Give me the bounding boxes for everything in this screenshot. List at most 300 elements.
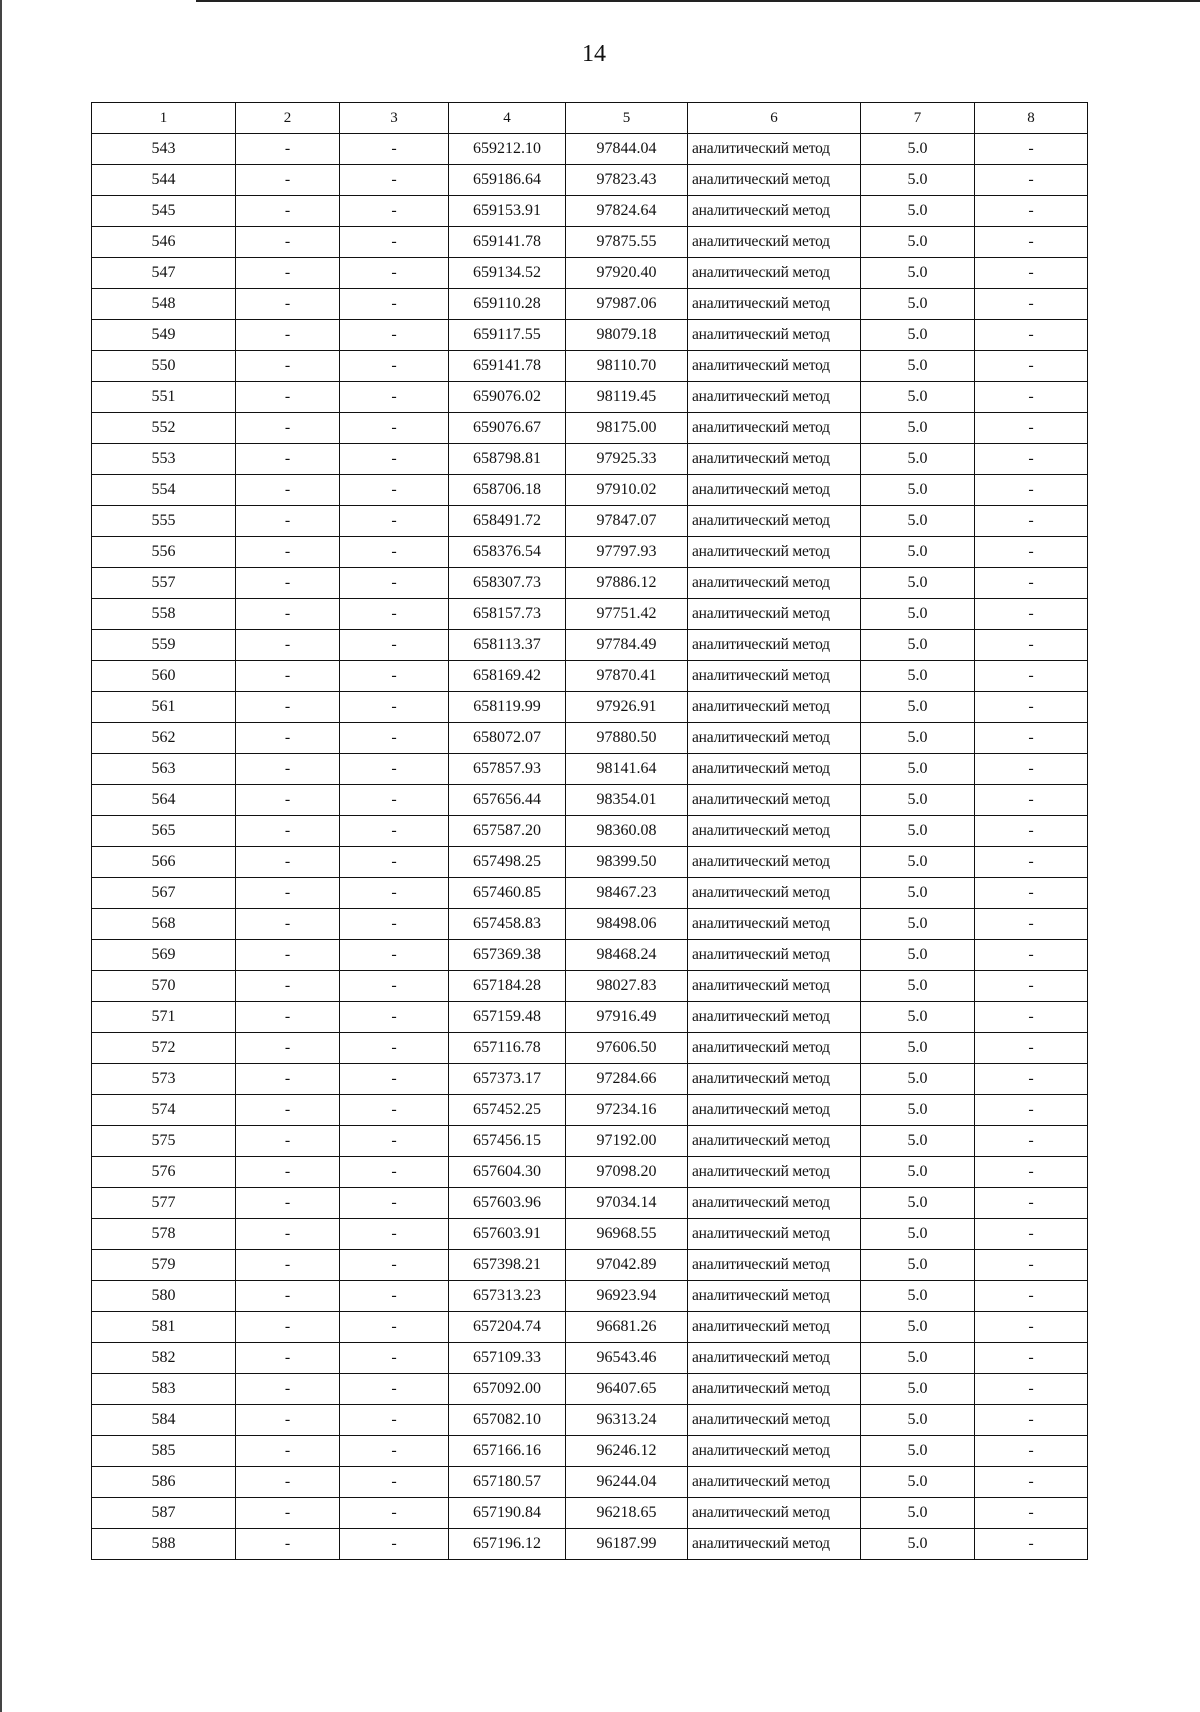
accuracy-cell: 5.0 — [861, 413, 975, 444]
col3-cell: - — [340, 1467, 449, 1498]
x-coordinate-cell: 657180.57 — [449, 1467, 566, 1498]
col2-cell: - — [236, 1405, 340, 1436]
point-number-cell: 578 — [92, 1219, 236, 1250]
col2-cell: - — [236, 1250, 340, 1281]
method-cell: аналитический метод — [688, 1126, 861, 1157]
col8-cell: - — [975, 1436, 1088, 1467]
col2-cell: - — [236, 1188, 340, 1219]
y-coordinate-cell: 97824.64 — [566, 196, 688, 227]
point-number-cell: 582 — [92, 1343, 236, 1374]
col2-cell: - — [236, 599, 340, 630]
point-number-cell: 584 — [92, 1405, 236, 1436]
x-coordinate-cell: 657184.28 — [449, 971, 566, 1002]
col3-cell: - — [340, 1529, 449, 1560]
x-coordinate-cell: 659110.28 — [449, 289, 566, 320]
table-row — [92, 1033, 1088, 1064]
accuracy-cell: 5.0 — [861, 537, 975, 568]
col8-cell: - — [975, 289, 1088, 320]
method-cell: аналитический метод — [688, 1219, 861, 1250]
x-coordinate-cell: 657196.12 — [449, 1529, 566, 1560]
accuracy-cell: 5.0 — [861, 692, 975, 723]
col8-cell: - — [975, 1064, 1088, 1095]
y-coordinate-cell: 97606.50 — [566, 1033, 688, 1064]
table-row — [92, 816, 1088, 847]
col8-cell: - — [975, 816, 1088, 847]
table-row — [92, 227, 1088, 258]
accuracy-cell: 5.0 — [861, 568, 975, 599]
method-cell: аналитический метод — [688, 785, 861, 816]
x-coordinate-cell: 657082.10 — [449, 1405, 566, 1436]
x-coordinate-cell: 657458.83 — [449, 909, 566, 940]
col2-cell: - — [236, 1219, 340, 1250]
col2-cell: - — [236, 1467, 340, 1498]
method-cell: аналитический метод — [688, 537, 861, 568]
col8-cell: - — [975, 475, 1088, 506]
x-coordinate-cell: 657603.96 — [449, 1188, 566, 1219]
method-cell: аналитический метод — [688, 1002, 861, 1033]
accuracy-cell: 5.0 — [861, 1126, 975, 1157]
x-coordinate-cell: 658113.37 — [449, 630, 566, 661]
table-row — [92, 382, 1088, 413]
method-cell: аналитический метод — [688, 1467, 861, 1498]
col3-cell: - — [340, 785, 449, 816]
y-coordinate-cell: 97875.55 — [566, 227, 688, 258]
col2-cell: - — [236, 1095, 340, 1126]
y-coordinate-cell: 98119.45 — [566, 382, 688, 413]
col3-cell: - — [340, 971, 449, 1002]
col2-cell: - — [236, 134, 340, 165]
col3-cell: - — [340, 227, 449, 258]
col2-cell: - — [236, 320, 340, 351]
accuracy-cell: 5.0 — [861, 382, 975, 413]
col3-cell: - — [340, 1405, 449, 1436]
col2-cell: - — [236, 909, 340, 940]
col8-cell: - — [975, 537, 1088, 568]
x-coordinate-cell: 659212.10 — [449, 134, 566, 165]
point-number-cell: 566 — [92, 847, 236, 878]
column-header: 7 — [861, 103, 975, 134]
top-border-line — [196, 0, 1200, 2]
y-coordinate-cell: 97886.12 — [566, 568, 688, 599]
col8-cell: - — [975, 382, 1088, 413]
method-cell: аналитический метод — [688, 599, 861, 630]
table-row — [92, 1157, 1088, 1188]
point-number-cell: 561 — [92, 692, 236, 723]
col8-cell: - — [975, 1529, 1088, 1560]
col3-cell: - — [340, 351, 449, 382]
point-number-cell: 551 — [92, 382, 236, 413]
point-number-cell: 581 — [92, 1312, 236, 1343]
method-cell: аналитический метод — [688, 1157, 861, 1188]
col8-cell: - — [975, 320, 1088, 351]
col2-cell: - — [236, 351, 340, 382]
x-coordinate-cell: 659186.64 — [449, 165, 566, 196]
accuracy-cell: 5.0 — [861, 289, 975, 320]
col8-cell: - — [975, 1157, 1088, 1188]
method-cell: аналитический метод — [688, 1405, 861, 1436]
col3-cell: - — [340, 1188, 449, 1219]
col2-cell: - — [236, 847, 340, 878]
col8-cell: - — [975, 258, 1088, 289]
col8-cell: - — [975, 351, 1088, 382]
y-coordinate-cell: 96407.65 — [566, 1374, 688, 1405]
y-coordinate-cell: 96681.26 — [566, 1312, 688, 1343]
accuracy-cell: 5.0 — [861, 1529, 975, 1560]
table-row — [92, 1312, 1088, 1343]
col3-cell: - — [340, 382, 449, 413]
col2-cell: - — [236, 444, 340, 475]
table-row — [92, 1467, 1088, 1498]
method-cell: аналитический метод — [688, 320, 861, 351]
col2-cell: - — [236, 196, 340, 227]
method-cell: аналитический метод — [688, 258, 861, 289]
x-coordinate-cell: 657604.30 — [449, 1157, 566, 1188]
point-number-cell: 550 — [92, 351, 236, 382]
table-row — [92, 351, 1088, 382]
x-coordinate-cell: 659134.52 — [449, 258, 566, 289]
y-coordinate-cell: 98467.23 — [566, 878, 688, 909]
y-coordinate-cell: 96923.94 — [566, 1281, 688, 1312]
col3-cell: - — [340, 1064, 449, 1095]
point-number-cell: 545 — [92, 196, 236, 227]
point-number-cell: 564 — [92, 785, 236, 816]
x-coordinate-cell: 657159.48 — [449, 1002, 566, 1033]
accuracy-cell: 5.0 — [861, 1343, 975, 1374]
col8-cell: - — [975, 568, 1088, 599]
y-coordinate-cell: 97925.33 — [566, 444, 688, 475]
col3-cell: - — [340, 475, 449, 506]
accuracy-cell: 5.0 — [861, 1281, 975, 1312]
col2-cell: - — [236, 537, 340, 568]
method-cell: аналитический метод — [688, 413, 861, 444]
x-coordinate-cell: 658169.42 — [449, 661, 566, 692]
table-row — [92, 1188, 1088, 1219]
col3-cell: - — [340, 568, 449, 599]
point-number-cell: 565 — [92, 816, 236, 847]
method-cell: аналитический метод — [688, 1095, 861, 1126]
point-number-cell: 568 — [92, 909, 236, 940]
col2-cell: - — [236, 1343, 340, 1374]
x-coordinate-cell: 658307.73 — [449, 568, 566, 599]
accuracy-cell: 5.0 — [861, 1033, 975, 1064]
col8-cell: - — [975, 754, 1088, 785]
y-coordinate-cell: 97847.07 — [566, 506, 688, 537]
left-border-line — [0, 0, 2, 1712]
table-row — [92, 1219, 1088, 1250]
col8-cell: - — [975, 1467, 1088, 1498]
method-cell: аналитический метод — [688, 1064, 861, 1095]
point-number-cell: 560 — [92, 661, 236, 692]
col3-cell: - — [340, 1033, 449, 1064]
method-cell: аналитический метод — [688, 1498, 861, 1529]
col3-cell: - — [340, 661, 449, 692]
point-number-cell: 569 — [92, 940, 236, 971]
accuracy-cell: 5.0 — [861, 661, 975, 692]
col2-cell: - — [236, 630, 340, 661]
col2-cell: - — [236, 165, 340, 196]
table-row — [92, 878, 1088, 909]
col2-cell: - — [236, 661, 340, 692]
y-coordinate-cell: 98468.24 — [566, 940, 688, 971]
x-coordinate-cell: 657190.84 — [449, 1498, 566, 1529]
col3-cell: - — [340, 444, 449, 475]
col3-cell: - — [340, 692, 449, 723]
x-coordinate-cell: 658072.07 — [449, 723, 566, 754]
y-coordinate-cell: 97034.14 — [566, 1188, 688, 1219]
table-row — [92, 1405, 1088, 1436]
method-cell: аналитический метод — [688, 1312, 861, 1343]
table-row — [92, 1095, 1088, 1126]
method-cell: аналитический метод — [688, 444, 861, 475]
point-number-cell: 573 — [92, 1064, 236, 1095]
col3-cell: - — [340, 1374, 449, 1405]
table-row — [92, 1002, 1088, 1033]
accuracy-cell: 5.0 — [861, 227, 975, 258]
col8-cell: - — [975, 1250, 1088, 1281]
table-row — [92, 1126, 1088, 1157]
method-cell: аналитический метод — [688, 1250, 861, 1281]
col8-cell: - — [975, 506, 1088, 537]
method-cell: аналитический метод — [688, 723, 861, 754]
y-coordinate-cell: 97987.06 — [566, 289, 688, 320]
col8-cell: - — [975, 227, 1088, 258]
col8-cell: - — [975, 444, 1088, 475]
col2-cell: - — [236, 816, 340, 847]
col3-cell: - — [340, 878, 449, 909]
col2-cell: - — [236, 258, 340, 289]
column-header: 8 — [975, 103, 1088, 134]
table-row — [92, 909, 1088, 940]
method-cell: аналитический метод — [688, 878, 861, 909]
table-row — [92, 320, 1088, 351]
x-coordinate-cell: 659076.67 — [449, 413, 566, 444]
y-coordinate-cell: 97910.02 — [566, 475, 688, 506]
x-coordinate-cell: 659076.02 — [449, 382, 566, 413]
col8-cell: - — [975, 1033, 1088, 1064]
col8-cell: - — [975, 661, 1088, 692]
col3-cell: - — [340, 816, 449, 847]
x-coordinate-cell: 657204.74 — [449, 1312, 566, 1343]
col3-cell: - — [340, 537, 449, 568]
method-cell: аналитический метод — [688, 475, 861, 506]
x-coordinate-cell: 657603.91 — [449, 1219, 566, 1250]
point-number-cell: 579 — [92, 1250, 236, 1281]
y-coordinate-cell: 96246.12 — [566, 1436, 688, 1467]
accuracy-cell: 5.0 — [861, 165, 975, 196]
point-number-cell: 577 — [92, 1188, 236, 1219]
column-header: 6 — [688, 103, 861, 134]
x-coordinate-cell: 657398.21 — [449, 1250, 566, 1281]
point-number-cell: 580 — [92, 1281, 236, 1312]
accuracy-cell: 5.0 — [861, 475, 975, 506]
col2-cell: - — [236, 227, 340, 258]
col2-cell: - — [236, 289, 340, 320]
accuracy-cell: 5.0 — [861, 1374, 975, 1405]
x-coordinate-cell: 657460.85 — [449, 878, 566, 909]
method-cell: аналитический метод — [688, 1281, 861, 1312]
col8-cell: - — [975, 909, 1088, 940]
col8-cell: - — [975, 134, 1088, 165]
y-coordinate-cell: 98027.83 — [566, 971, 688, 1002]
y-coordinate-cell: 97916.49 — [566, 1002, 688, 1033]
table-row — [92, 289, 1088, 320]
accuracy-cell: 5.0 — [861, 1188, 975, 1219]
accuracy-cell: 5.0 — [861, 351, 975, 382]
col8-cell: - — [975, 1405, 1088, 1436]
col3-cell: - — [340, 1126, 449, 1157]
col2-cell: - — [236, 1157, 340, 1188]
x-coordinate-cell: 659153.91 — [449, 196, 566, 227]
method-cell: аналитический метод — [688, 754, 861, 785]
y-coordinate-cell: 97920.40 — [566, 258, 688, 289]
accuracy-cell: 5.0 — [861, 723, 975, 754]
method-cell: аналитический метод — [688, 630, 861, 661]
col3-cell: - — [340, 754, 449, 785]
x-coordinate-cell: 658376.54 — [449, 537, 566, 568]
col3-cell: - — [340, 1002, 449, 1033]
col3-cell: - — [340, 506, 449, 537]
col8-cell: - — [975, 165, 1088, 196]
col8-cell: - — [975, 971, 1088, 1002]
point-number-cell: 543 — [92, 134, 236, 165]
point-number-cell: 575 — [92, 1126, 236, 1157]
col2-cell: - — [236, 506, 340, 537]
point-number-cell: 562 — [92, 723, 236, 754]
point-number-cell: 548 — [92, 289, 236, 320]
y-coordinate-cell: 96218.65 — [566, 1498, 688, 1529]
col3-cell: - — [340, 630, 449, 661]
column-header: 5 — [566, 103, 688, 134]
point-number-cell: 572 — [92, 1033, 236, 1064]
col3-cell: - — [340, 413, 449, 444]
method-cell: аналитический метод — [688, 909, 861, 940]
col8-cell: - — [975, 1095, 1088, 1126]
x-coordinate-cell: 658798.81 — [449, 444, 566, 475]
col8-cell: - — [975, 1343, 1088, 1374]
method-cell: аналитический метод — [688, 971, 861, 1002]
x-coordinate-cell: 659141.78 — [449, 227, 566, 258]
col8-cell: - — [975, 847, 1088, 878]
col2-cell: - — [236, 382, 340, 413]
table-row — [92, 1498, 1088, 1529]
y-coordinate-cell: 98079.18 — [566, 320, 688, 351]
accuracy-cell: 5.0 — [861, 258, 975, 289]
col3-cell: - — [340, 1095, 449, 1126]
col2-cell: - — [236, 754, 340, 785]
point-number-cell: 583 — [92, 1374, 236, 1405]
y-coordinate-cell: 97042.89 — [566, 1250, 688, 1281]
col2-cell: - — [236, 692, 340, 723]
col8-cell: - — [975, 1126, 1088, 1157]
y-coordinate-cell: 97784.49 — [566, 630, 688, 661]
accuracy-cell: 5.0 — [861, 754, 975, 785]
accuracy-cell: 5.0 — [861, 196, 975, 227]
col3-cell: - — [340, 909, 449, 940]
table-row — [92, 134, 1088, 165]
point-number-cell: 574 — [92, 1095, 236, 1126]
point-number-cell: 558 — [92, 599, 236, 630]
accuracy-cell: 5.0 — [861, 971, 975, 1002]
y-coordinate-cell: 96313.24 — [566, 1405, 688, 1436]
method-cell: аналитический метод — [688, 382, 861, 413]
col3-cell: - — [340, 599, 449, 630]
point-number-cell: 559 — [92, 630, 236, 661]
accuracy-cell: 5.0 — [861, 847, 975, 878]
table-row — [92, 444, 1088, 475]
x-coordinate-cell: 659141.78 — [449, 351, 566, 382]
point-number-cell: 549 — [92, 320, 236, 351]
method-cell: аналитический метод — [688, 661, 861, 692]
coordinates-table — [91, 102, 1088, 1560]
x-coordinate-cell: 659117.55 — [449, 320, 566, 351]
point-number-cell: 547 — [92, 258, 236, 289]
col3-cell: - — [340, 1157, 449, 1188]
point-number-cell: 570 — [92, 971, 236, 1002]
y-coordinate-cell: 98354.01 — [566, 785, 688, 816]
y-coordinate-cell: 97880.50 — [566, 723, 688, 754]
accuracy-cell: 5.0 — [861, 878, 975, 909]
col2-cell: - — [236, 1374, 340, 1405]
table-row — [92, 1529, 1088, 1560]
table-row — [92, 754, 1088, 785]
y-coordinate-cell: 98498.06 — [566, 909, 688, 940]
x-coordinate-cell: 657166.16 — [449, 1436, 566, 1467]
table-row — [92, 723, 1088, 754]
col3-cell: - — [340, 723, 449, 754]
col8-cell: - — [975, 1498, 1088, 1529]
col8-cell: - — [975, 1188, 1088, 1219]
y-coordinate-cell: 97234.16 — [566, 1095, 688, 1126]
method-cell: аналитический метод — [688, 816, 861, 847]
col8-cell: - — [975, 785, 1088, 816]
accuracy-cell: 5.0 — [861, 1157, 975, 1188]
x-coordinate-cell: 657587.20 — [449, 816, 566, 847]
y-coordinate-cell: 97098.20 — [566, 1157, 688, 1188]
table-row — [92, 1343, 1088, 1374]
accuracy-cell: 5.0 — [861, 1312, 975, 1343]
point-number-cell: 557 — [92, 568, 236, 599]
column-header: 1 — [92, 103, 236, 134]
col2-cell: - — [236, 723, 340, 754]
col8-cell: - — [975, 878, 1088, 909]
accuracy-cell: 5.0 — [861, 1219, 975, 1250]
col2-cell: - — [236, 413, 340, 444]
y-coordinate-cell: 97751.42 — [566, 599, 688, 630]
table-row — [92, 847, 1088, 878]
column-header: 3 — [340, 103, 449, 134]
accuracy-cell: 5.0 — [861, 630, 975, 661]
accuracy-cell: 5.0 — [861, 134, 975, 165]
x-coordinate-cell: 658119.99 — [449, 692, 566, 723]
col3-cell: - — [340, 1281, 449, 1312]
method-cell: аналитический метод — [688, 847, 861, 878]
col8-cell: - — [975, 723, 1088, 754]
table-row — [92, 630, 1088, 661]
table-row — [92, 661, 1088, 692]
method-cell: аналитический метод — [688, 1529, 861, 1560]
col3-cell: - — [340, 1498, 449, 1529]
method-cell: аналитический метод — [688, 351, 861, 382]
table-row — [92, 692, 1088, 723]
y-coordinate-cell: 98141.64 — [566, 754, 688, 785]
y-coordinate-cell: 97797.93 — [566, 537, 688, 568]
point-number-cell: 588 — [92, 1529, 236, 1560]
col2-cell: - — [236, 1436, 340, 1467]
col8-cell: - — [975, 413, 1088, 444]
col2-cell: - — [236, 1126, 340, 1157]
col3-cell: - — [340, 289, 449, 320]
point-number-cell: 555 — [92, 506, 236, 537]
